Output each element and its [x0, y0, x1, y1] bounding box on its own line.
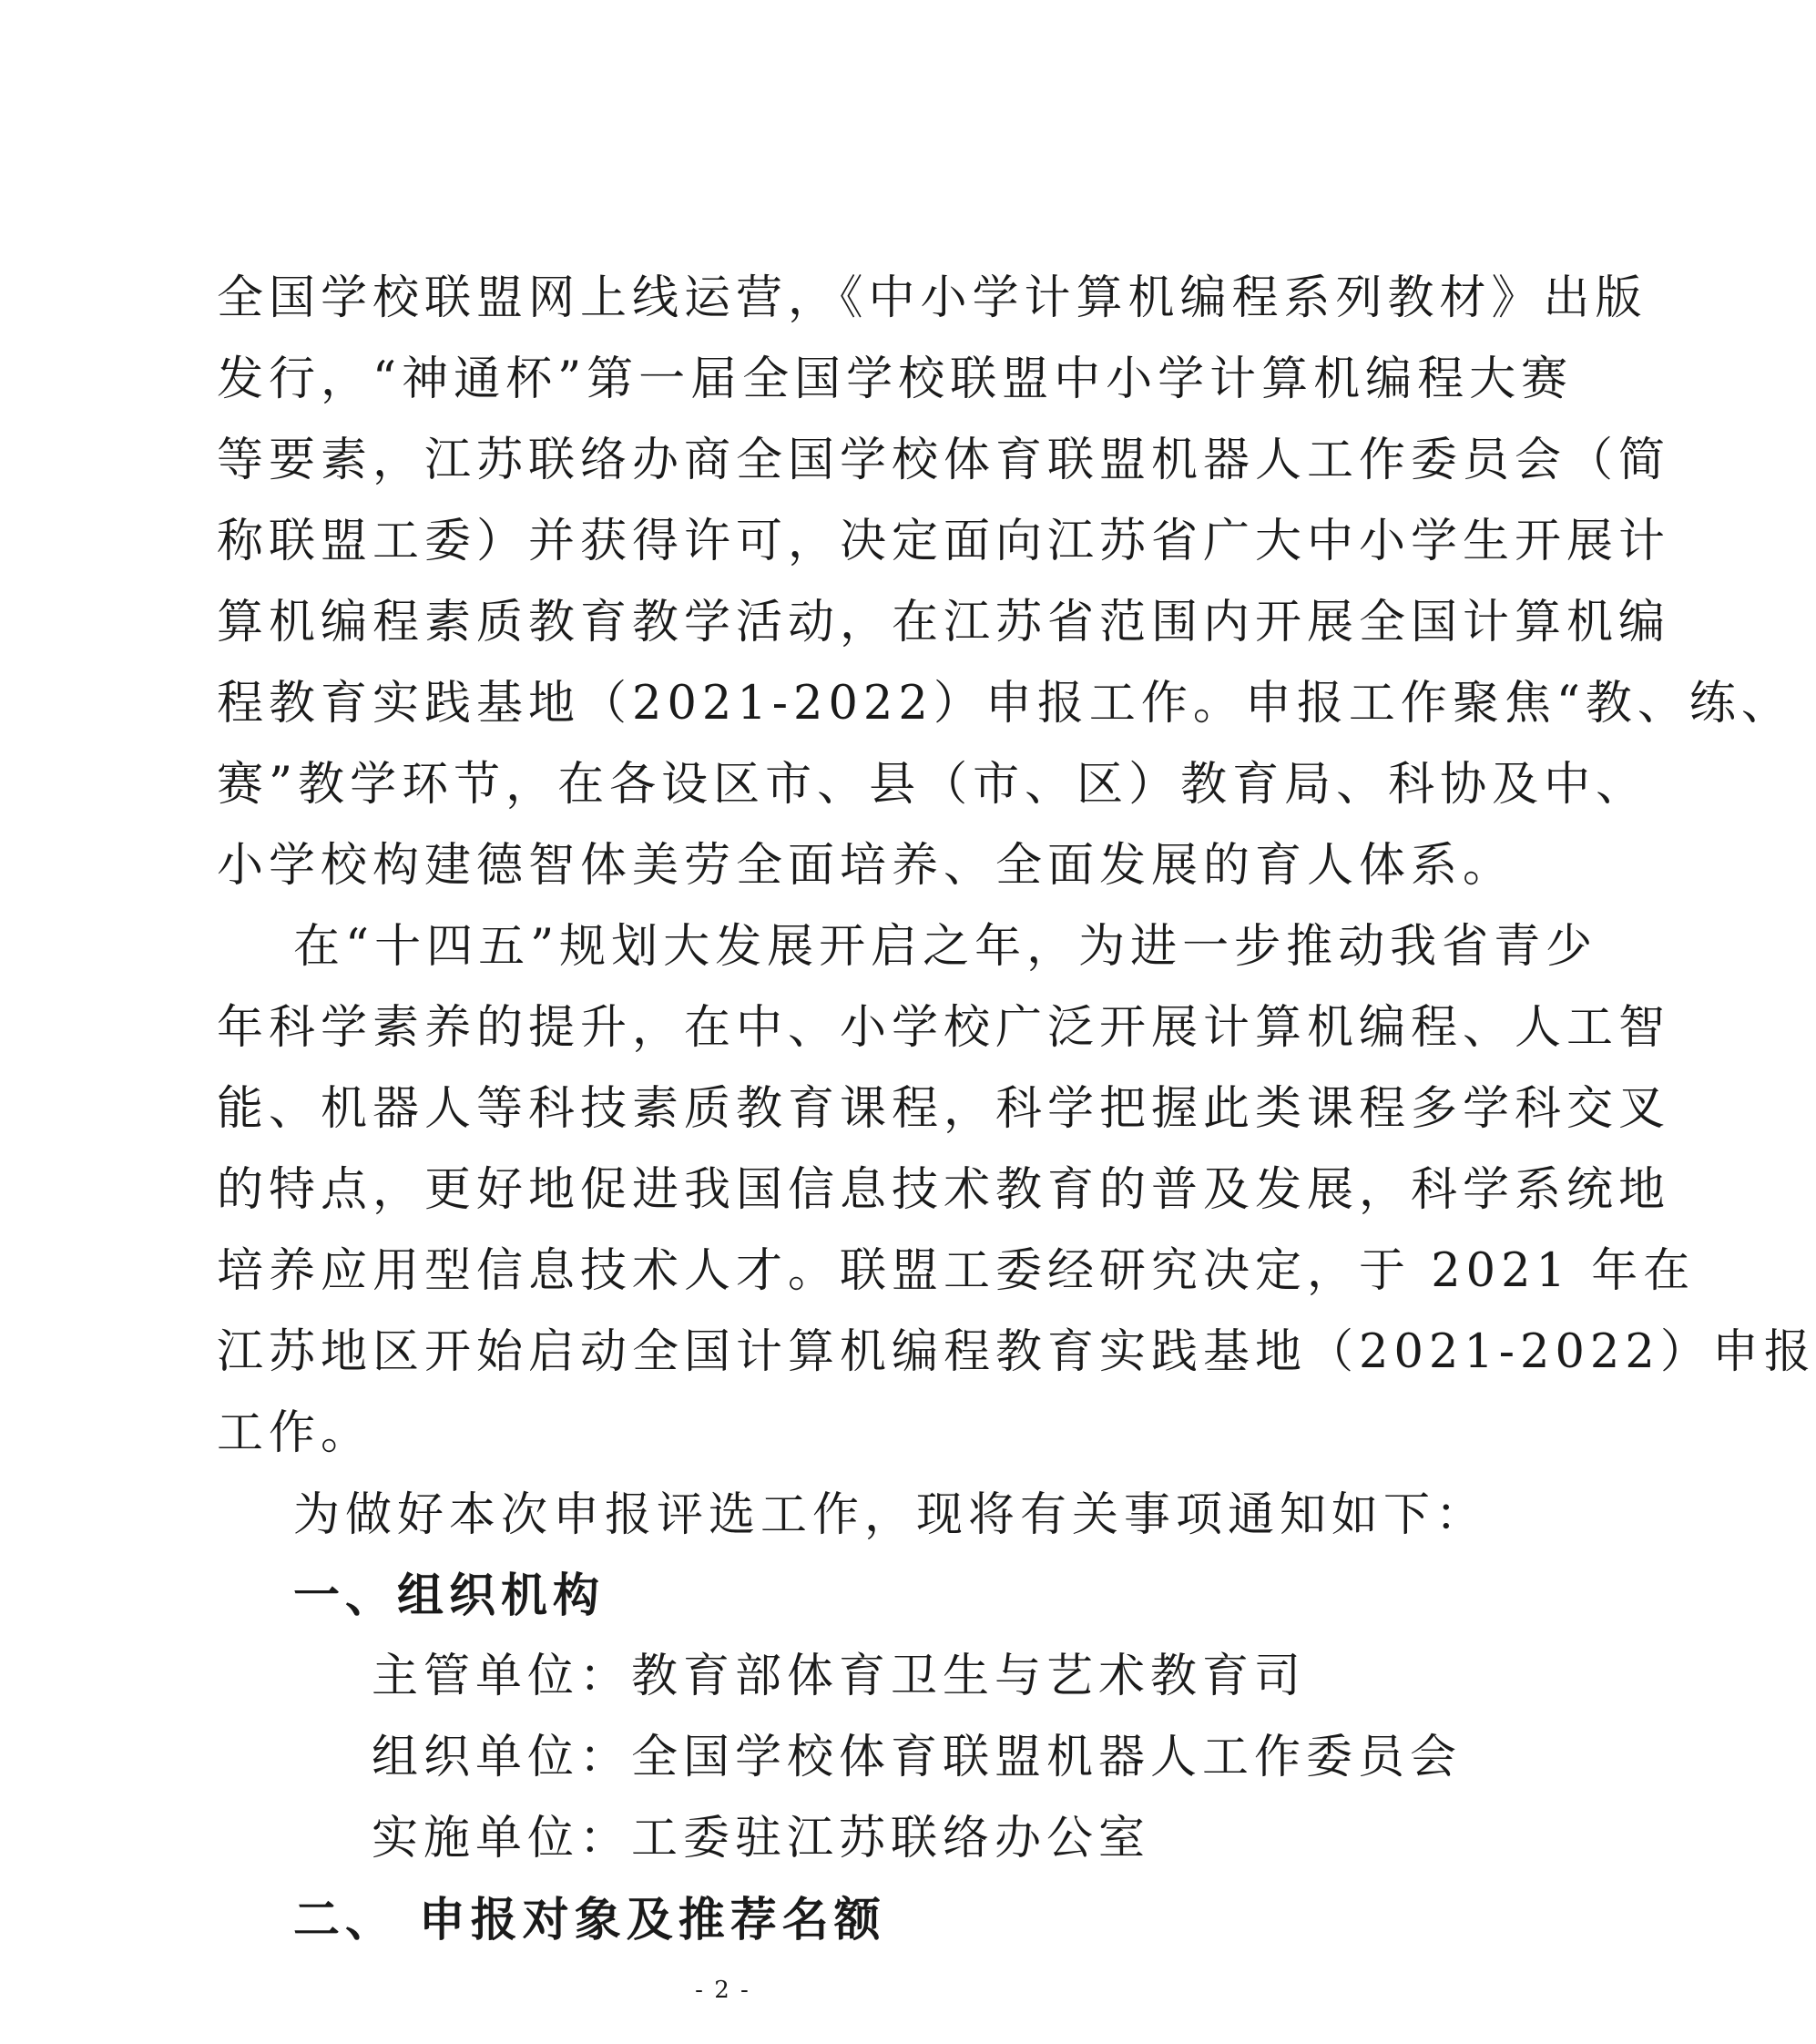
section-heading-1: 一、组织机构	[293, 1569, 606, 1623]
body-line-6: 程教育实践基地（2021-2022）申报工作。申报工作聚焦“教、练、	[217, 677, 1793, 731]
body-line-4: 称联盟工委）并获得许可，决定面向江苏省广大中小学生开展计	[217, 515, 1671, 568]
org-item-supervisor: 主管单位：教育部体育卫生与艺术教育司	[372, 1650, 1307, 1703]
body-line-7: 赛”教学环节，在各设区市、县（市、区）教育局、科协及中、	[217, 758, 1648, 812]
body-line-5: 算机编程素质教育教学活动，在江苏省范围内开展全国计算机编	[217, 596, 1671, 649]
body-line-13: 培养应用型信息技术人才。联盟工委经研究决定，于 2021 年在	[217, 1244, 1696, 1298]
body-line-14: 江苏地区开始启动全国计算机编程教育实践基地（2021-2022）申报	[217, 1325, 1816, 1379]
body-line-15: 工作。	[217, 1406, 373, 1460]
org-item-implementer: 实施单位：工委驻江苏联络办公室	[372, 1812, 1151, 1865]
org-item-organizer: 组织单位：全国学校体育联盟机器人工作委员会	[372, 1731, 1463, 1784]
body-line-1: 全国学校联盟网上线运营，《中小学计算机编程系列教材》出版	[217, 271, 1648, 325]
body-line-11: 能、机器人等科技素质教育课程，科学把握此类课程多学科交叉	[217, 1082, 1671, 1136]
body-line-2: 发行，“神通杯”第一届全国学校联盟中小学计算机编程大赛	[217, 353, 1574, 406]
body-line-3: 等要素，江苏联络办商全国学校体育联盟机器人工作委员会（简	[217, 434, 1671, 487]
page-number: - 2 -	[695, 1977, 750, 2004]
section-heading-2: 二、 申报对象及推荐名额	[293, 1893, 886, 1947]
body-line-10: 年科学素养的提升，在中、小学校广泛开展计算机编程、人工智	[217, 1001, 1671, 1055]
body-line-9: 在“十四五”规划大发展开启之年，为进一步推动我省青少	[293, 920, 1598, 974]
body-line-8: 小学校构建德智体美劳全面培养、全面发展的育人体系。	[217, 839, 1515, 893]
body-line-12: 的特点，更好地促进我国信息技术教育的普及发展，科学系统地	[217, 1163, 1671, 1217]
body-line-16: 为做好本次申报评选工作，现将有关事项通知如下：	[293, 1488, 1488, 1542]
